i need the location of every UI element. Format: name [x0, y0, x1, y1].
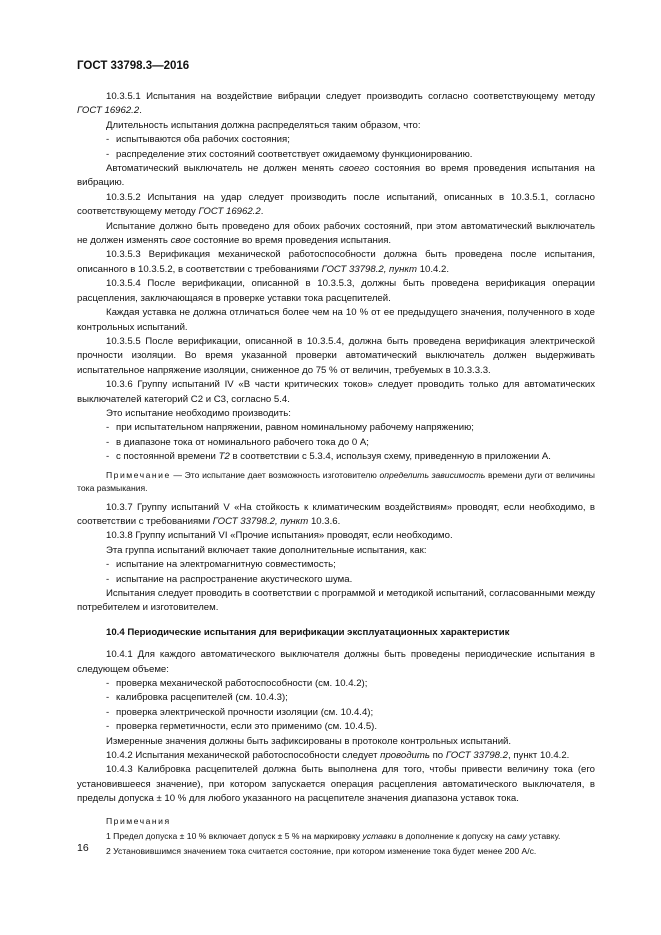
- text-run: Каждая уставка не должна отличаться более чем на 10 % от ее предыдущего значения, полученного в ходе контрольных испытаний.: [77, 307, 595, 333]
- text-run: 10.3.5.1 Испытания на воздействие вибрации следует производить согласно соответствующему методу: [106, 91, 595, 102]
- paragraph: [77, 248, 595, 277]
- list-item: [77, 148, 595, 162]
- text-run: 1 Предел допуска ± 10 % включает допуск ± 5 % на маркировку: [106, 830, 363, 841]
- paragraph: [77, 277, 595, 306]
- section-heading: [77, 626, 595, 640]
- italic-run: саму: [507, 830, 527, 841]
- text-run: Испытание должно быть проведено для обоих рабочих состояний, при этом автоматический выключатель не должен изменять: [77, 220, 595, 247]
- list-dash: -: [106, 678, 110, 690]
- paragraph: [77, 191, 595, 220]
- text-run: 10.4.2.: [417, 263, 450, 275]
- paragraph: [77, 378, 595, 407]
- text-run: , пункт 10.4.2.: [508, 750, 570, 762]
- text-run: 10.3.7 Группу испытаний V «На стойкость к климатическим воздействиям» проводят, если необходимо, в соответствии с требованиями: [77, 501, 595, 527]
- list-item: [77, 706, 595, 720]
- text-run: проверка герметичности, если это применимо (см. 10.4.5).: [116, 721, 378, 733]
- paragraph: [77, 763, 595, 806]
- paragraph: [77, 407, 595, 421]
- list-dash: -: [106, 451, 110, 463]
- text-run: 10.3.5.3 Верификация механической работоспособности должна быть проведена после испытания, описанного в 10.3.5.2, в соответствии с требованиями: [77, 249, 595, 275]
- list-item: [77, 720, 595, 734]
- list-dash: -: [106, 721, 110, 733]
- paragraph: [77, 501, 595, 530]
- text-run: Длительность испытания должна распределяться таким образом, что:: [106, 119, 421, 131]
- text-run: калибровка расцепителей (см. 10.4.3);: [116, 692, 288, 704]
- paragraph: [77, 815, 595, 828]
- list-dash: -: [106, 573, 110, 585]
- text-run: Это испытание необходимо производить:: [106, 407, 291, 419]
- italic-run: ГОСТ 16962.2: [77, 105, 140, 117]
- list-item: [77, 436, 595, 450]
- note-label: Примечание: [106, 469, 171, 480]
- list-item: [77, 558, 595, 572]
- list-dash: -: [106, 706, 110, 718]
- italic-run: проводить: [380, 750, 430, 762]
- list-item: [77, 133, 595, 147]
- text-run: .: [139, 105, 142, 117]
- list-dash: -: [106, 692, 110, 704]
- paragraph: [77, 648, 595, 677]
- text-run: Испытания следует проводить в соответствии с программой и методикой испытаний, согласованными между потребителем и изготовителем.: [77, 588, 595, 614]
- list-item: [77, 421, 595, 435]
- paragraph: [77, 529, 595, 543]
- text-run: 10.3.5.4 После верификации, описанной в 10.3.5.3, должны быть проведена верификация операции расцепления, заключающаяся в проверке уставки тока расцепителей.: [77, 278, 595, 304]
- text-run: .: [260, 206, 264, 218]
- list-dash: -: [106, 422, 110, 434]
- paragraph: [77, 90, 595, 119]
- text-run: Эта группа испытаний включает такие дополнительные испытания, как:: [106, 544, 427, 556]
- text-run: 10.3.6.: [308, 515, 341, 527]
- text-run: 10.4.1 Для каждого автоматического выключателя должны быть проведены периодические испытания в следующем объеме:: [77, 649, 595, 675]
- text-run: — Это испытание дает возможность изготовителю: [170, 469, 380, 480]
- list-item: [77, 677, 595, 691]
- text-run: с постоянной времени: [116, 451, 219, 463]
- text-run: Измеренные значения должны быть зафиксированы в протоколе контрольных испытаний.: [106, 735, 512, 747]
- list-dash: -: [106, 436, 110, 448]
- paragraph: [77, 749, 595, 763]
- text-run: 10.4 Периодические испытания для верификации эксплуатационных характеристик: [106, 626, 510, 638]
- text-run: Примечания: [106, 815, 171, 826]
- text-run: времени дуги от величины тока размыкания.: [77, 469, 595, 493]
- text-run: состояние во время проведения испытания.: [190, 235, 392, 247]
- list-item: [77, 573, 595, 587]
- italic-run: определить зависимость: [379, 469, 486, 480]
- paragraph: [77, 335, 595, 378]
- paragraph: [77, 587, 595, 616]
- paragraph: [77, 845, 595, 858]
- italic-run: ГОСТ 33798.2: [445, 750, 508, 762]
- list-dash: -: [106, 148, 110, 160]
- italic-run: ГОСТ 33798.2, пункт: [321, 263, 418, 275]
- note: [77, 469, 595, 495]
- text-run: испытываются оба рабочих состояния;: [116, 134, 290, 146]
- text-run: 10.3.8 Группу испытаний VI «Прочие испытания» проводят, если необходимо.: [106, 530, 453, 542]
- document-body: [77, 90, 595, 860]
- text-run: в соответствии с 5.3.4, используя схему, приведенную в приложении А.: [229, 451, 551, 463]
- text-run: при испытательном напряжении, равном номинальному рабочему напряжению;: [116, 422, 474, 434]
- page-number: 16: [77, 842, 89, 854]
- paragraph: [77, 306, 595, 335]
- document-header: ГОСТ 33798.3—2016: [77, 60, 190, 72]
- text-run: 10.3.5.5 После верификации, описанной в 10.3.5.4, должна быть проведена верификация электрической прочности изоляции. Во время указанной проверки автоматический выключатель должен выдерживать испытательное напряжение изоляции, сниженное до 75 % от величин, требуемых в 10.3.3.3.: [77, 335, 595, 376]
- text-run: 10.4.3 Калибровка расцепителей должна быть выполнена для того, чтобы привести величину тока (его установившееся значение), при котором запускается операция расцепления автоматического выключателя, в пределы допуска ± 10 % для любого указанного на расцепителе значения диапазона уставок тока.: [77, 764, 595, 805]
- paragraph: [77, 220, 595, 249]
- italic-run: ГОСТ 16962.2: [198, 206, 261, 218]
- paragraph: [77, 162, 595, 191]
- text-run: проверка механической работоспособности (см. 10.4.2);: [116, 678, 368, 690]
- paragraph: [77, 830, 595, 843]
- text-run: 10.3.6 Группу испытаний IV «В части критических токов» следует проводить только для автоматических выключателей категорий С2 и С3, согласно 5.4.: [77, 379, 595, 405]
- list-dash: -: [106, 559, 110, 571]
- paragraph: [77, 544, 595, 558]
- italic-run: T2: [218, 451, 230, 463]
- text-run: испытание на электромагнитную совместимость;: [116, 559, 336, 571]
- text-run: по: [429, 750, 446, 762]
- paragraph: [77, 735, 595, 749]
- text-run: в диапазоне тока от номинального рабочего тока до 0 А;: [116, 436, 369, 448]
- text-run: 10.4.2 Испытания механической работоспособности следует: [106, 750, 381, 762]
- text-run: испытание на распространение акустического шума.: [116, 573, 353, 585]
- list-item: [77, 691, 595, 705]
- italic-run: своего: [339, 163, 370, 175]
- text-run: в дополнение к допуску на: [396, 830, 508, 841]
- text-run: 2 Установившимся значением тока считается состояние, при котором изменение тока будет менее 200 А/с.: [106, 845, 537, 856]
- list-dash: -: [106, 134, 110, 146]
- text-run: 10.3.5.2 Испытания на удар следует производить после испытаний, описанных в 10.3.5.1, согласно соответствующему методу: [77, 191, 595, 218]
- text-run: состояния во время проведения испытания на вибрацию.: [77, 163, 595, 189]
- text-run: Автоматический выключатель не должен менять: [106, 163, 340, 175]
- italic-run: свое: [170, 235, 191, 247]
- italic-run: ГОСТ 33798.2, пункт: [212, 515, 309, 527]
- list-item: [77, 450, 595, 464]
- text-run: уставку.: [526, 830, 561, 841]
- text-run: проверка электрической прочности изоляции (см. 10.4.4);: [116, 706, 374, 718]
- text-run: распределение этих состояний соответствует ожидаемому функционированию.: [116, 148, 473, 160]
- italic-run: уставки: [362, 830, 397, 841]
- paragraph: [77, 119, 595, 133]
